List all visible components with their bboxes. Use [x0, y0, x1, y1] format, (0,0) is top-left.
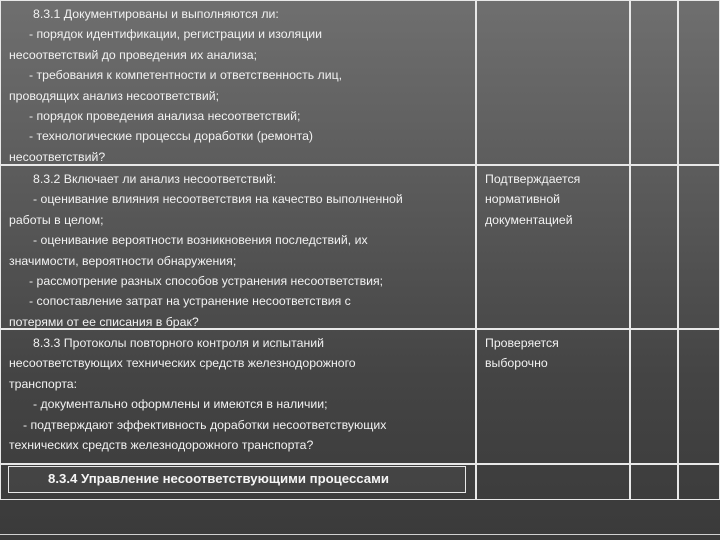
row-line: - подтверждают эффективность доработки несоответствующих: [23, 417, 387, 432]
row-8-3-3-extra-cell-1: [630, 329, 678, 464]
row-line: потерями от ее списания в брак?: [9, 314, 199, 329]
row-line: технических средств железнодорожного транспорта?: [9, 438, 314, 453]
note-line: Подтверждается: [485, 172, 581, 186]
row-line: значимости, вероятности обнаружения;: [9, 253, 237, 268]
row-line: - рассмотрение разных способов устранения несоответствия;: [29, 274, 384, 289]
row-8-3-1-note-cell: [476, 0, 630, 165]
row-line: - порядок проведения анализа несоответствий;: [29, 109, 301, 124]
row-line: - сопоставление затрат на устранение несоответствия с: [29, 294, 351, 309]
row-8-3-3-note: [476, 329, 630, 464]
row-line: 8.3.3 Протоколы повторного контроля и испытаний: [33, 336, 324, 350]
row-line: - технологические процессы доработки (ремонта): [29, 129, 314, 144]
row-8-3-1-question: [0, 0, 476, 165]
row-line: 8.3.1 Документированы и выполняются ли:: [33, 7, 279, 21]
row-8-3-4-extra-cell-2: [678, 464, 720, 500]
row-line: - оценивание влияния несоответствия на качество выполненной: [33, 192, 403, 207]
row-line: 8.3.2 Включает ли анализ несоответствий:: [33, 172, 277, 186]
note-line: документацией: [485, 212, 573, 227]
row-8-3-1-extra-cell-2: [678, 0, 720, 165]
note-line: Проверяется: [485, 336, 559, 350]
row-line: - требования к компетентности и ответственность лиц,: [29, 68, 343, 83]
row-8-3-3-question: [0, 329, 476, 464]
note-line: нормативной: [485, 192, 561, 207]
row-line: работы в целом;: [9, 212, 104, 227]
row-line: - документально оформлены и имеются в наличии;: [33, 397, 328, 412]
divider-line: [0, 534, 720, 535]
row-8-3-4-note-cell: [476, 464, 630, 500]
row-8-3-2-note: [476, 165, 630, 329]
row-8-3-2-extra-cell-1: [630, 165, 678, 329]
row-line: проводящих анализ несоответствий;: [9, 88, 219, 103]
row-line: - оценивание вероятности возникновения последствий, их: [33, 233, 368, 248]
note-line: выборочно: [485, 356, 548, 371]
row-8-3-2-extra-cell-2: [678, 165, 720, 329]
row-line: - порядок идентификации, регистрации и изоляции: [29, 27, 322, 42]
row-8-3-4-extra-cell-1: [630, 464, 678, 500]
row-line: несоответствующих технических средств железнодорожного: [9, 356, 356, 371]
row-8-3-1-extra-cell-1: [630, 0, 678, 165]
row-line: несоответствий?: [9, 149, 106, 164]
row-8-3-2-question: [0, 165, 476, 329]
row-8-3-3-extra-cell-2: [678, 329, 720, 464]
row-line: несоответствий до проведения их анализа;: [9, 47, 258, 62]
section-title-8-3-4: 8.3.4 Управление несоответствующими процессами: [8, 466, 466, 493]
row-line: транспорта:: [9, 376, 78, 391]
